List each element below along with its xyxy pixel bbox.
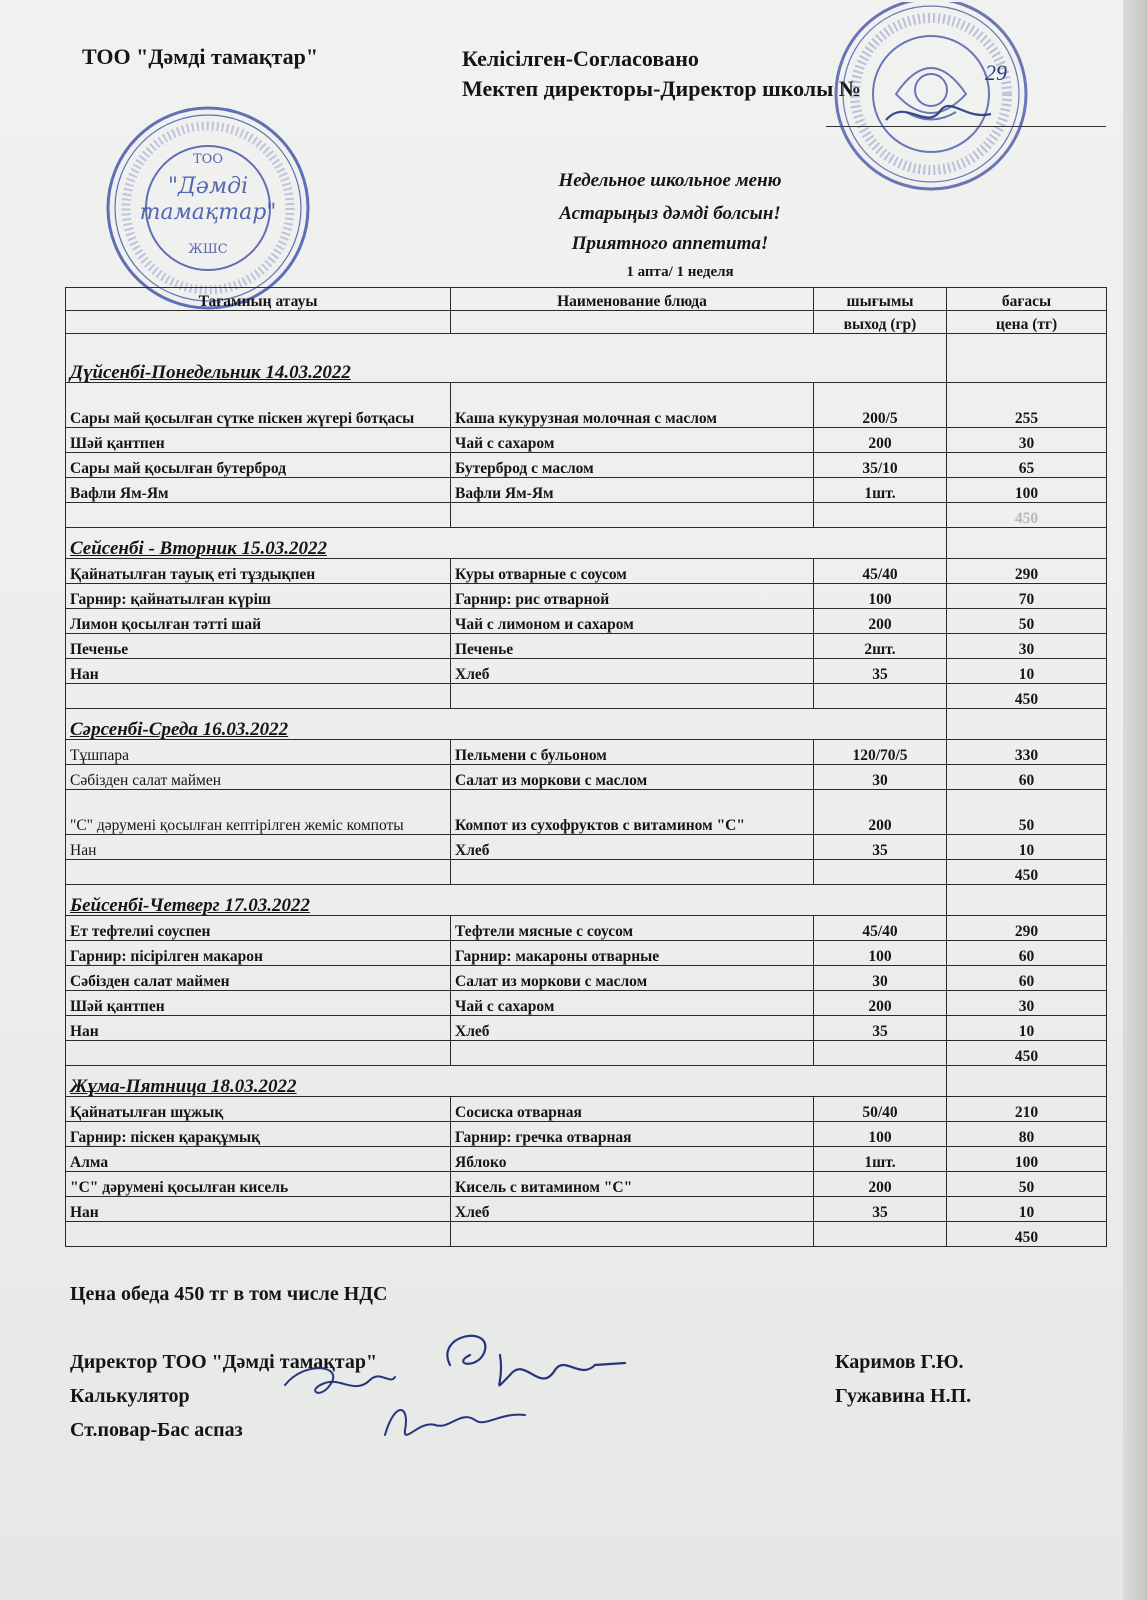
day-header-row — [66, 528, 1107, 559]
menu-title: Недельное школьное меню — [558, 170, 782, 191]
day-total-row — [66, 503, 1107, 528]
dish-name-kz: Гарнир: піскен қарақұмық — [66, 1122, 451, 1147]
dish-yield: 35 — [814, 1197, 947, 1222]
day-total: 450 — [947, 860, 1107, 885]
dish-name-ru: Хлеб — [451, 1197, 814, 1222]
table-row — [66, 835, 1107, 860]
dish-name-ru: Хлеб — [451, 1016, 814, 1041]
dish-name-kz: Нан — [66, 659, 451, 684]
dish-name-ru: Печенье — [451, 634, 814, 659]
dish-yield: 100 — [814, 1122, 947, 1147]
stamp-text-bottom: ЖШС — [188, 242, 228, 257]
dish-name-kz: Печенье — [66, 634, 451, 659]
table-row — [66, 559, 1107, 584]
dish-yield: 120/70/5 — [814, 740, 947, 765]
dish-name-kz: Тұшпара — [66, 740, 451, 765]
header-name-kz: Тағамның атауы — [66, 288, 451, 311]
school-seal — [826, 2, 1036, 192]
role-chef: Ст.повар-Бас аспаз — [70, 1419, 243, 1441]
day-title: Дүйсенбі-Понедельник 14.03.2022 — [70, 362, 351, 383]
name-calculator: Гужавина Н.П. — [835, 1385, 972, 1407]
day-total-row — [66, 684, 1107, 709]
dish-name-ru: Тефтели мясные с соусом — [451, 916, 814, 941]
dish-yield: 45/40 — [814, 559, 947, 584]
day-header-row — [66, 334, 1107, 383]
dish-price: 100 — [947, 478, 1107, 503]
dish-price: 30 — [947, 634, 1107, 659]
day-total: 450 — [947, 684, 1107, 709]
dish-price: 10 — [947, 1197, 1107, 1222]
dish-name-ru: Салат из моркови с маслом — [451, 765, 814, 790]
dish-yield: 100 — [814, 941, 947, 966]
table-row — [66, 1197, 1107, 1222]
header-yield-kz: шығымы — [814, 288, 947, 311]
dish-yield: 200 — [814, 790, 947, 835]
dish-name-kz: Шәй қантпен — [66, 428, 451, 453]
dish-price: 50 — [947, 790, 1107, 835]
dish-yield: 1шт. — [814, 1147, 947, 1172]
dish-name-ru: Кисель с витамином "С" — [451, 1172, 814, 1197]
dish-name-ru: Салат из моркови с маслом — [451, 966, 814, 991]
dish-price: 60 — [947, 966, 1107, 991]
dish-price: 10 — [947, 1016, 1107, 1041]
dish-yield: 100 — [814, 584, 947, 609]
dish-price: 210 — [947, 1097, 1107, 1122]
table-subheader-row — [66, 311, 1107, 334]
dish-name-kz: Қайнатылған шұжық — [66, 1097, 451, 1122]
dish-name-ru: Бутерброд с маслом — [451, 453, 814, 478]
dish-name-ru: Гарнир: макароны отварные — [451, 941, 814, 966]
approval-line-1: Келісілген-Согласовано — [462, 46, 699, 71]
dish-price: 60 — [947, 941, 1107, 966]
day-title: Жұма-Пятница 18.03.2022 — [70, 1076, 297, 1097]
dish-name-ru: Чай с сахаром — [451, 991, 814, 1016]
dish-price: 10 — [947, 659, 1107, 684]
dish-name-kz: Шәй қантпен — [66, 991, 451, 1016]
dish-name-kz: Нан — [66, 1016, 451, 1041]
signature-names — [835, 1345, 971, 1413]
dish-yield: 200 — [814, 991, 947, 1016]
dish-yield: 200/5 — [814, 383, 947, 428]
dish-name-ru: Компот из сухофруктов с витамином "С" — [451, 790, 814, 835]
day-header-row — [66, 1066, 1107, 1097]
dish-yield: 200 — [814, 609, 947, 634]
dish-price: 65 — [947, 453, 1107, 478]
header-name-ru: Наименование блюда — [451, 288, 814, 311]
table-row — [66, 966, 1107, 991]
header-yield-ru: выход (гр) — [814, 311, 947, 334]
stamp-text-main-1: "Дәмді — [167, 174, 249, 199]
dish-name-kz: Алма — [66, 1147, 451, 1172]
dish-name-ru: Каша кукурузная молочная с маслом — [451, 383, 814, 428]
table-row — [66, 1122, 1107, 1147]
dish-name-kz: "С" дәрумені қосылған кептірілген жеміс компоты — [66, 790, 451, 835]
dish-name-ru: Хлеб — [451, 835, 814, 860]
name-director: Каримов Г.Ю. — [835, 1351, 964, 1373]
dish-name-kz: Сәбізден салат маймен — [66, 966, 451, 991]
day-total: 450 — [947, 1222, 1107, 1247]
dish-price: 80 — [947, 1122, 1107, 1147]
company-stamp — [103, 103, 313, 313]
dish-price: 330 — [947, 740, 1107, 765]
role-calculator: Калькулятор — [70, 1385, 190, 1407]
approval-line-2: Мектеп директоры-Директор школы № — [462, 76, 861, 101]
dish-name-kz: Сәбізден салат маймен — [66, 765, 451, 790]
dish-price: 10 — [947, 835, 1107, 860]
dish-name-ru: Хлеб — [451, 659, 814, 684]
dish-name-ru: Куры отварные с соусом — [451, 559, 814, 584]
dish-name-kz: Вафли Ям-Ям — [66, 478, 451, 503]
dish-price: 255 — [947, 383, 1107, 428]
dish-name-ru: Вафли Ям-Ям — [451, 478, 814, 503]
dish-name-kz: Қайнатылған тауық еті тұздықпен — [66, 559, 451, 584]
day-total-row — [66, 1222, 1107, 1247]
header-price-kz: бағасы — [947, 288, 1107, 311]
dish-price: 50 — [947, 609, 1107, 634]
dish-name-kz: Нан — [66, 835, 451, 860]
dish-yield: 35 — [814, 1016, 947, 1041]
table-row — [66, 991, 1107, 1016]
dish-price: 30 — [947, 428, 1107, 453]
dish-price: 60 — [947, 765, 1107, 790]
header-price-ru: цена (тг) — [947, 311, 1107, 334]
table-row — [66, 1016, 1107, 1041]
table-row — [66, 1172, 1107, 1197]
day-title: Бейсенбі-Четверг 17.03.2022 — [70, 895, 310, 916]
dish-yield: 1шт. — [814, 478, 947, 503]
day-header-row — [66, 709, 1107, 740]
dish-name-ru: Чай с сахаром — [451, 428, 814, 453]
dish-price: 100 — [947, 1147, 1107, 1172]
dish-yield: 2шт. — [814, 634, 947, 659]
table-row — [66, 941, 1107, 966]
dish-name-ru: Пельмени с бульоном — [451, 740, 814, 765]
dish-name-kz: Гарнир: пісірілген макарон — [66, 941, 451, 966]
dish-yield: 200 — [814, 428, 947, 453]
table-row — [66, 584, 1107, 609]
dish-price: 50 — [947, 1172, 1107, 1197]
dish-name-kz: Сары май қосылған сүтке піскен жүгері ботқасы — [66, 383, 451, 428]
chef-signature — [375, 1390, 535, 1455]
week-label: 1 апта/ 1 неделя — [626, 264, 734, 280]
table-row — [66, 1147, 1107, 1172]
table-row — [66, 659, 1107, 684]
sheet-edge — [1123, 0, 1147, 1600]
dish-yield: 35 — [814, 835, 947, 860]
day-total: 450 — [947, 503, 1107, 528]
dish-name-kz: Гарнир: қайнатылған күріш — [66, 584, 451, 609]
day-title: Сәрсенбі-Среда 16.03.2022 — [70, 719, 289, 740]
dish-yield: 30 — [814, 966, 947, 991]
table-row — [66, 790, 1107, 835]
dish-name-kz: "С" дәрумені қосылған кисель — [66, 1172, 451, 1197]
dish-name-ru: Яблоко — [451, 1147, 814, 1172]
price-note: Цена обеда 450 тг в том числе НДС — [70, 1283, 388, 1305]
dish-yield: 45/40 — [814, 916, 947, 941]
dish-name-kz: Лимон қосылған тәтті шай — [66, 609, 451, 634]
day-total-row — [66, 860, 1107, 885]
dish-price: 30 — [947, 991, 1107, 1016]
dish-name-kz: Нан — [66, 1197, 451, 1222]
stamp-text-top: ТОО — [193, 152, 223, 167]
day-total-row — [66, 1041, 1107, 1066]
school-number: 29 — [985, 60, 1007, 85]
day-title: Сейсенбі - Вторник 15.03.2022 — [70, 538, 327, 559]
table-row — [66, 428, 1107, 453]
role-director: Директор ТОО "Дәмді тамақтар" — [70, 1351, 378, 1373]
dish-yield: 200 — [814, 1172, 947, 1197]
day-header-row — [66, 885, 1107, 916]
dish-yield: 30 — [814, 765, 947, 790]
dish-yield: 35 — [814, 659, 947, 684]
dish-name-ru: Гарнир: рис отварной — [451, 584, 814, 609]
dish-name-ru: Чай с лимоном и сахаром — [451, 609, 814, 634]
table-row — [66, 740, 1107, 765]
table-row — [66, 916, 1107, 941]
menu-greeting-kz: Астарыңыз дәмді болсын! — [559, 203, 781, 224]
dish-name-ru: Гарнир: гречка отварная — [451, 1122, 814, 1147]
dish-name-kz: Сары май қосылған бутерброд — [66, 453, 451, 478]
dish-price: 70 — [947, 584, 1107, 609]
table-row — [66, 383, 1107, 428]
table-row — [66, 609, 1107, 634]
stamp-text-main-2: тамақтар" — [139, 200, 277, 225]
dish-name-ru: Сосиска отварная — [451, 1097, 814, 1122]
table-header-row — [66, 288, 1107, 311]
table-row — [66, 765, 1107, 790]
dish-yield: 50/40 — [814, 1097, 947, 1122]
dish-name-kz: Ет тефтелиі соуспен — [66, 916, 451, 941]
dish-price: 290 — [947, 916, 1107, 941]
table-row — [66, 634, 1107, 659]
menu-greeting-ru: Приятного аппетита! — [571, 233, 769, 254]
table-row — [66, 453, 1107, 478]
day-total: 450 — [947, 1041, 1107, 1066]
table-row — [66, 478, 1107, 503]
approval-block — [462, 44, 861, 104]
table-row — [66, 1097, 1107, 1122]
organization-title: ТОО "Дәмді тамақтар" — [82, 44, 319, 69]
dish-yield: 35/10 — [814, 453, 947, 478]
dish-price: 290 — [947, 559, 1107, 584]
menu-table — [65, 287, 1107, 1247]
